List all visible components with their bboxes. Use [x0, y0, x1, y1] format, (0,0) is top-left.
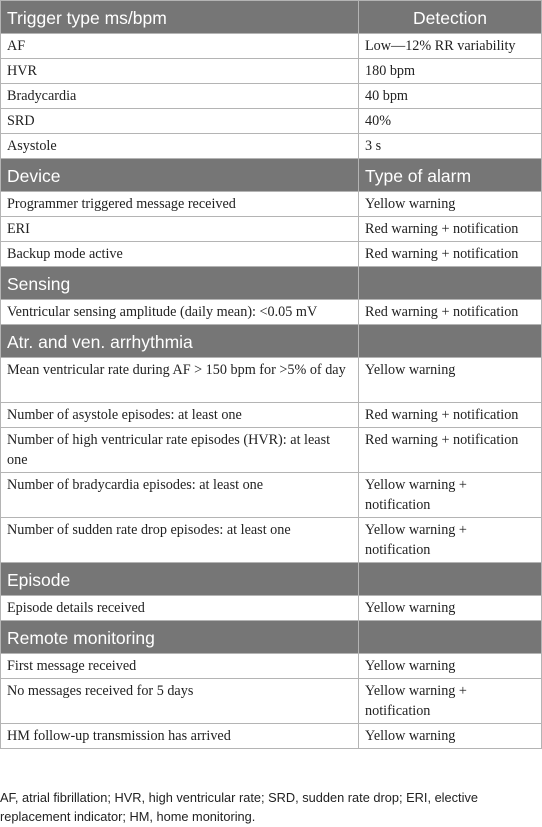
table-row	[1, 217, 542, 242]
trigger-cell: Number of high ventricular rate episodes (HVR): at least one	[1, 428, 359, 473]
section-header-empty	[359, 267, 542, 300]
trigger-cell: Episode details received	[1, 596, 359, 621]
section-header-device	[1, 159, 542, 192]
table-row	[1, 428, 542, 473]
alarm-cell: Red warning + notification	[359, 428, 542, 473]
section-header-arrhythmia	[1, 325, 542, 358]
trigger-cell: Number of bradycardia episodes: at least one	[1, 473, 359, 518]
detection-cell: 40%	[359, 109, 542, 134]
trigger-cell: HM follow-up transmission has arrived	[1, 724, 359, 749]
alarm-cell: Red warning + notification	[359, 217, 542, 242]
table-row	[1, 300, 542, 325]
section-title: Sensing	[1, 267, 359, 300]
trigger-cell: Asystole	[1, 134, 359, 159]
detection-cell: 180 bpm	[359, 59, 542, 84]
trigger-cell: Number of sudden rate drop episodes: at least one	[1, 518, 359, 563]
table-row	[1, 403, 542, 428]
table-row	[1, 473, 542, 518]
section-title: Atr. and ven. arrhythmia	[1, 325, 359, 358]
alarm-cell: Red warning + notification	[359, 300, 542, 325]
table-row	[1, 679, 542, 724]
detection-cell: 3 s	[359, 134, 542, 159]
table-row	[1, 358, 542, 403]
alarm-cell: Yellow warning	[359, 358, 542, 403]
table-row	[1, 109, 542, 134]
trigger-cell: AF	[1, 34, 359, 59]
alarm-cell: Red warning + notification	[359, 403, 542, 428]
trigger-cell: Programmer triggered message received	[1, 192, 359, 217]
alarm-cell: Red warning + notification	[359, 242, 542, 267]
section-header-empty	[359, 325, 542, 358]
detection-cell: Low—12% RR variability	[359, 34, 542, 59]
trigger-cell: ERI	[1, 217, 359, 242]
section-header-empty	[359, 563, 542, 596]
section-title: Remote monitoring	[1, 621, 359, 654]
alarm-cell: Yellow warning + notification	[359, 518, 542, 563]
trigger-cell: Backup mode active	[1, 242, 359, 267]
section-header-empty	[359, 621, 542, 654]
table-row	[1, 596, 542, 621]
table-row	[1, 134, 542, 159]
alarm-cell: Yellow warning + notification	[359, 679, 542, 724]
section-header-episode	[1, 563, 542, 596]
table-row	[1, 34, 542, 59]
table-footnote: AF, atrial fibrillation; HVR, high ventricular rate; SRD, sudden rate drop; ERI, elective replacement indicator; HM, home monitoring.	[0, 790, 478, 824]
section-header-sensing	[1, 267, 542, 300]
trigger-cell: Mean ventricular rate during AF > 150 bpm for >5% of day	[1, 358, 359, 403]
table-row	[1, 59, 542, 84]
table-row	[1, 84, 542, 109]
alarm-cell: Yellow warning	[359, 596, 542, 621]
detection-header: Detection	[359, 1, 542, 34]
trigger-cell: Ventricular sensing amplitude (daily mean): <0.05 mV	[1, 300, 359, 325]
table-row	[1, 654, 542, 679]
trigger-cell: Number of asystole episodes: at least one	[1, 403, 359, 428]
trigger-cell: First message received	[1, 654, 359, 679]
alarm-cell: Yellow warning + notification	[359, 473, 542, 518]
trigger-cell: Bradycardia	[1, 84, 359, 109]
section-title: Device	[1, 159, 359, 192]
alarm-type-header: Type of alarm	[359, 159, 542, 192]
table-row	[1, 724, 542, 749]
alarm-cell: Yellow warning	[359, 724, 542, 749]
table-row	[1, 518, 542, 563]
trigger-cell: SRD	[1, 109, 359, 134]
table-row	[1, 192, 542, 217]
trigger-cell: HVR	[1, 59, 359, 84]
table-header-row	[1, 1, 542, 34]
table-row	[1, 242, 542, 267]
section-header-remote-monitoring	[1, 621, 542, 654]
alarm-cell: Yellow warning	[359, 192, 542, 217]
detection-cell: 40 bpm	[359, 84, 542, 109]
section-title: Episode	[1, 563, 359, 596]
alarm-cell: Yellow warning	[359, 654, 542, 679]
trigger-type-header: Trigger type ms/bpm	[1, 1, 359, 34]
trigger-cell: No messages received for 5 days	[1, 679, 359, 724]
